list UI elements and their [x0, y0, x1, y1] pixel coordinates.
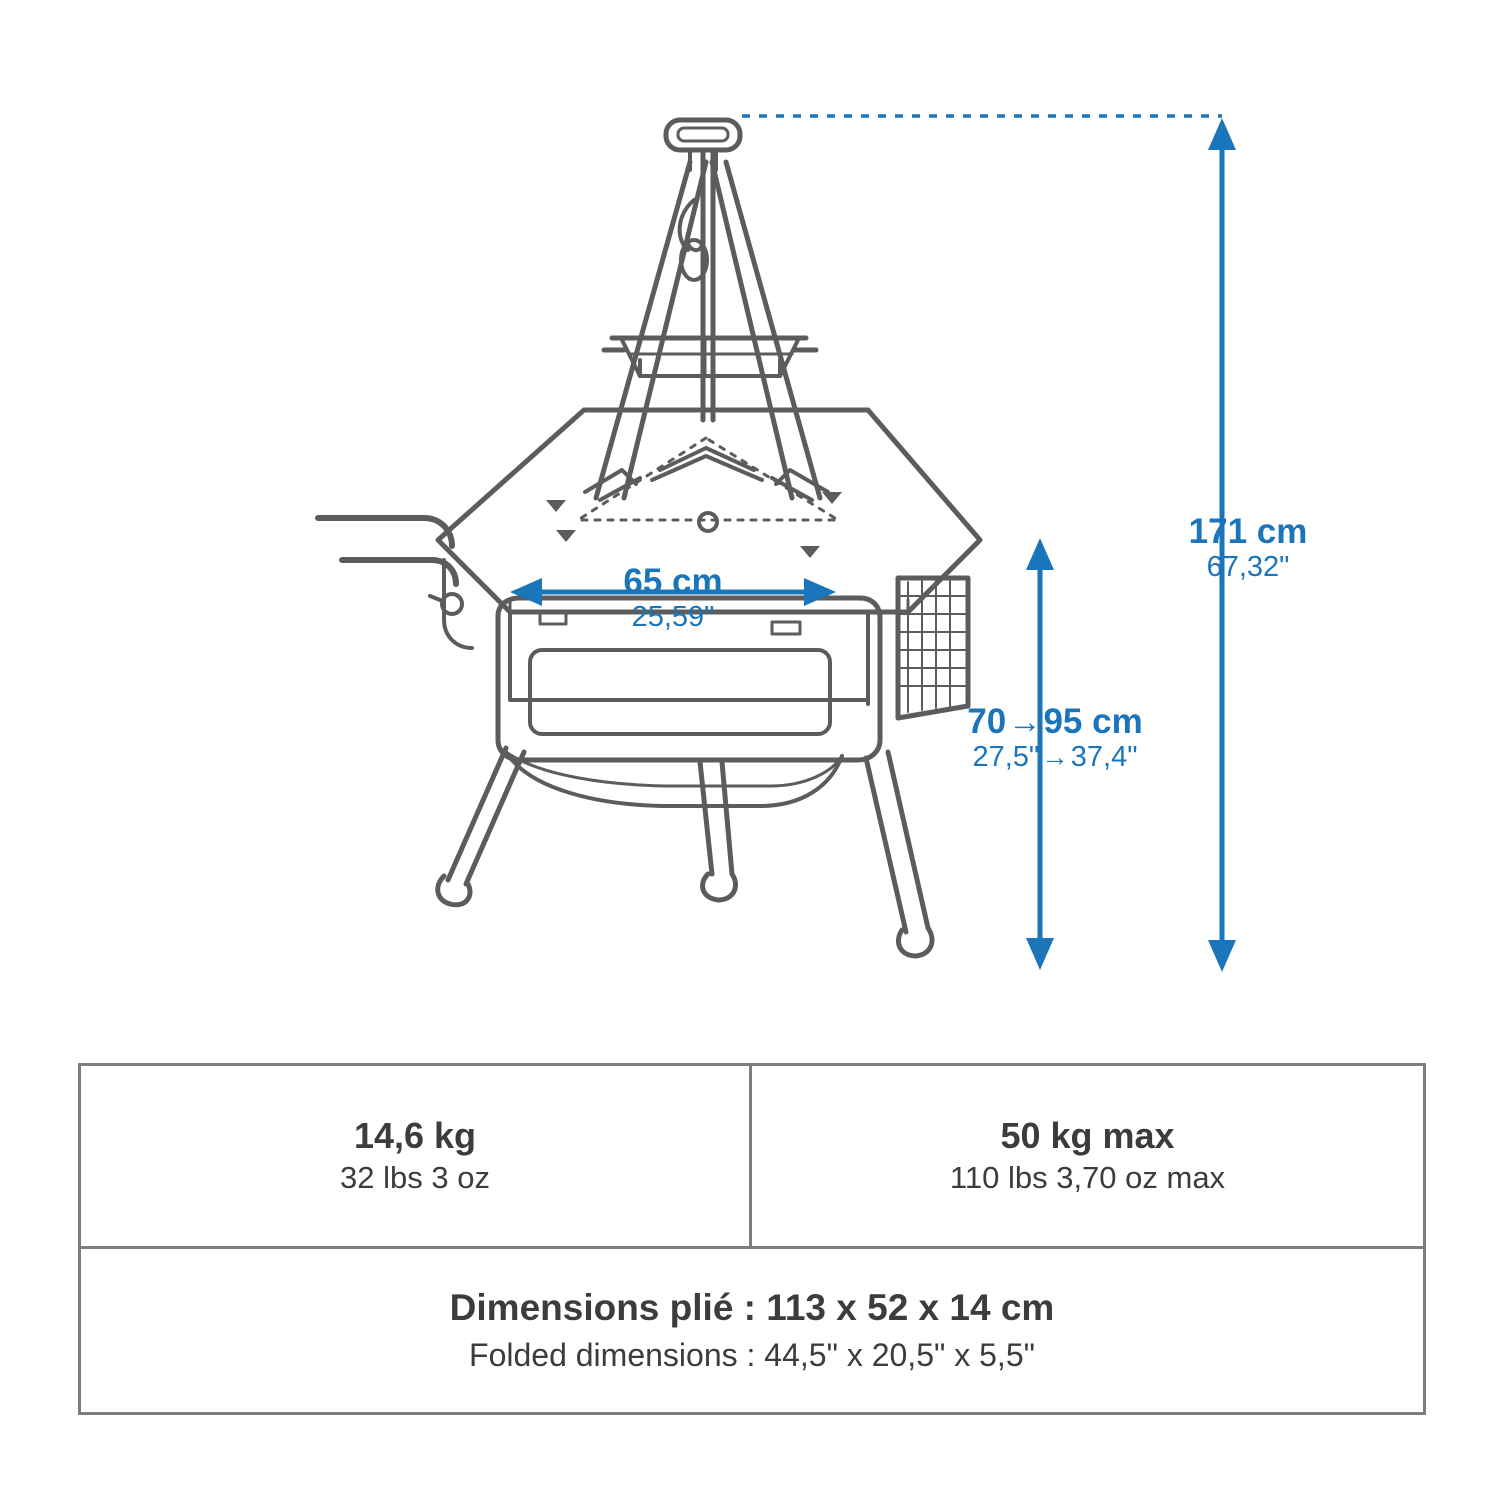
folded-dimensions-value: Dimensions plié : 113 x 52 x 14 cm: [449, 1286, 1055, 1328]
max-load-imperial: 110 lbs 3,70 oz max: [949, 1160, 1226, 1196]
side-handles: [318, 518, 456, 584]
height-range-from-inches: 27,5": [972, 741, 1040, 774]
spec-row-folded-dimensions: [81, 1249, 1423, 1412]
height-range-to-inches: 37,4": [1070, 741, 1138, 774]
height-range-from: 70: [967, 702, 1007, 741]
clip-markers: [546, 492, 842, 558]
product-weight-value: 14,6 kg: [353, 1115, 477, 1157]
range-arrow-icon: →: [1008, 704, 1042, 741]
folded-dimensions-imperial: Folded dimensions : 44,5" x 20,5" x 5,5": [469, 1336, 1035, 1373]
total-height-value: 171 cm: [1188, 512, 1308, 551]
legs: [438, 748, 932, 956]
spec-row-weights: [81, 1066, 1423, 1249]
worktop-height-range-inches: [930, 741, 1180, 773]
worktop-width-label: [548, 562, 798, 634]
worktop-height-range-label: [930, 702, 1180, 774]
worktop-height-range-value: [930, 702, 1180, 741]
worktop-width-inches: 25,59": [631, 601, 715, 634]
total-height-inches: 67,32": [1206, 551, 1290, 584]
mesh-pocket: [898, 578, 968, 718]
product-weight-imperial: 32 lbs 3 oz: [340, 1160, 490, 1196]
height-range-to: 95 cm: [1043, 702, 1143, 741]
range-arrow-icon-inches: →: [1041, 741, 1069, 773]
specifications-table: [78, 1063, 1426, 1415]
dimension-lines: [510, 116, 1236, 972]
total-height-label: [1148, 512, 1348, 584]
max-load-value: 50 kg max: [1000, 1115, 1175, 1157]
product-weight-cell: [81, 1066, 752, 1246]
worktop-width-value: 65 cm: [623, 562, 723, 601]
max-load-cell: [752, 1066, 1423, 1246]
